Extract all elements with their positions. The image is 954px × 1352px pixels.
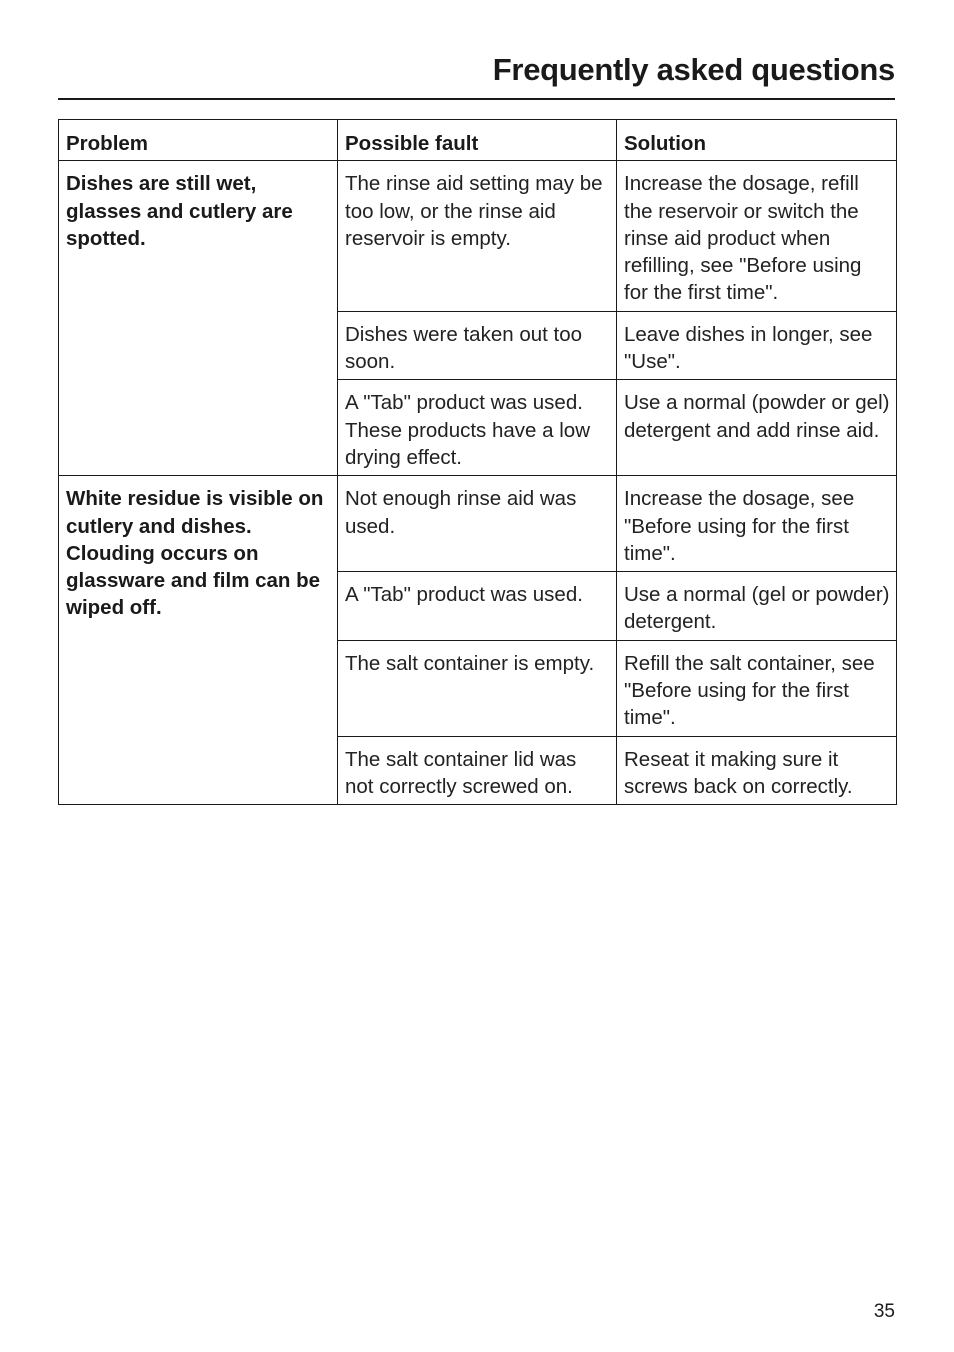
page-number: 35 xyxy=(873,1301,895,1322)
solution-cell: Reseat it making sure it screws back on correctly. xyxy=(617,736,897,805)
column-header-problem: Problem xyxy=(59,120,338,161)
column-header-possible-fault: Possible fault xyxy=(338,120,617,161)
table-row xyxy=(59,161,897,311)
column-header-solution: Solution xyxy=(617,120,897,161)
solution-cell: Refill the salt container, see "Before using for the first time". xyxy=(617,640,897,736)
fault-cell: A "Tab" product was used. xyxy=(338,572,617,641)
fault-cell: Dishes were taken out too soon. xyxy=(338,311,617,380)
solution-cell: Increase the dosage, see "Before using for the first time". xyxy=(617,476,897,572)
fault-cell: The salt container lid was not correctly screwed on. xyxy=(338,736,617,805)
fault-cell: A "Tab" product was used. These products have a low drying effect. xyxy=(338,380,617,476)
page-title: Frequently asked questions xyxy=(492,52,895,87)
title-divider xyxy=(58,98,895,100)
fault-cell: Not enough rinse aid was used. xyxy=(338,476,617,572)
solution-cell: Use a normal (powder or gel) detergent and add rinse aid. xyxy=(617,380,897,476)
problem-cell: Dishes are still wet, glasses and cutlery are spotted. xyxy=(59,161,338,476)
problem-cell: White residue is visible on cutlery and dishes. Clouding occurs on glassware and film can be wiped off. xyxy=(59,476,338,805)
fault-cell: The salt container is empty. xyxy=(338,640,617,736)
faq-table xyxy=(58,119,897,805)
solution-cell: Leave dishes in longer, see "Use". xyxy=(617,311,897,380)
fault-cell: The rinse aid setting may be too low, or the rinse aid reservoir is empty. xyxy=(338,161,617,311)
table-header-row xyxy=(59,120,897,161)
solution-cell: Use a normal (gel or powder) detergent. xyxy=(617,572,897,641)
table-row xyxy=(59,476,897,572)
solution-cell: Increase the dosage, refill the reservoir or switch the rinse aid product when refilling, see "Before using for the first time". xyxy=(617,161,897,311)
